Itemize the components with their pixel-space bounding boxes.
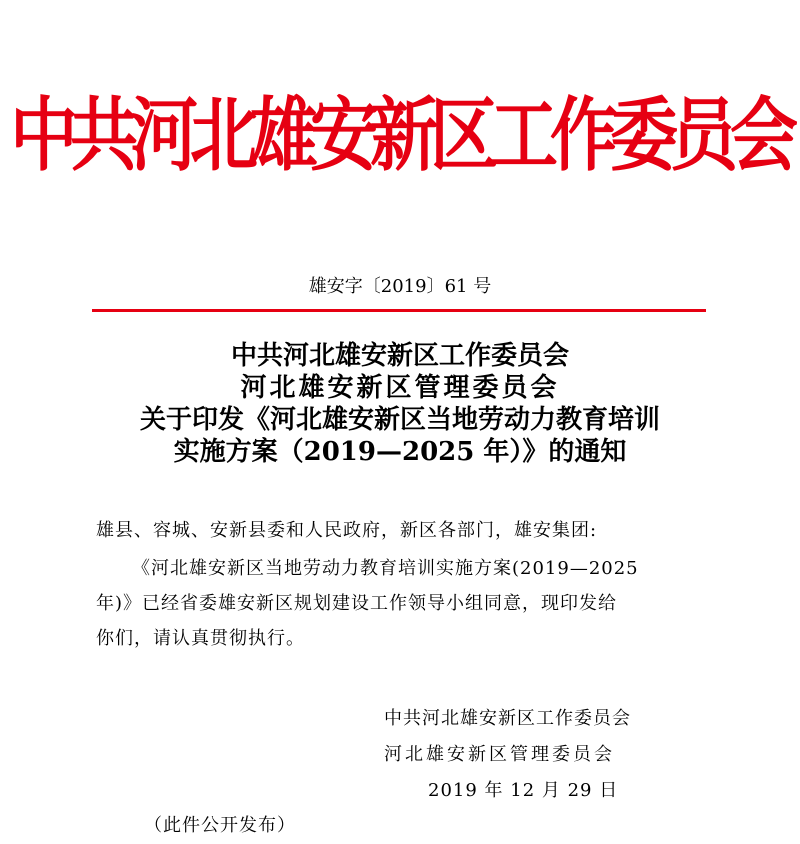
body-line-3: 你们，请认真贯彻执行。 xyxy=(96,628,305,649)
signature-date: 2019 年 12 月 29 日 xyxy=(428,780,619,801)
document-number: 雄安字〔2019〕61 号 xyxy=(308,276,492,297)
title-line-2: 河北雄安新区管理委员会 xyxy=(240,373,560,403)
body-line-1: 《河北雄安新区当地劳动力教育培训实施方案(2019—2025 xyxy=(132,558,639,579)
notice-body xyxy=(96,551,708,656)
title-line-1: 中共河北雄安新区工作委员会 xyxy=(230,341,569,371)
title-line-3: 关于印发《河北雄安新区当地劳动力教育培训 xyxy=(139,405,660,435)
red-divider xyxy=(92,309,706,312)
body-line-2: 年)》已经省委雄安新区规划建设工作领导小组同意，现印发给 xyxy=(96,593,618,614)
title-line-4: 实施方案（2019—2025 年）》的通知 xyxy=(173,437,627,467)
signature-org-1: 中共河北雄安新区工作委员会 xyxy=(384,708,631,729)
document-title xyxy=(0,340,800,468)
masthead-title: 中共河北雄安新区工作委员会 xyxy=(9,88,790,184)
public-release-note: （此件公开发布） xyxy=(144,815,296,836)
recipients-line: 雄县、容城、安新县委和人民政府，新区各部门，雄安集团: xyxy=(96,520,598,541)
signature-org-2: 河北雄安新区管理委员会 xyxy=(384,744,615,765)
